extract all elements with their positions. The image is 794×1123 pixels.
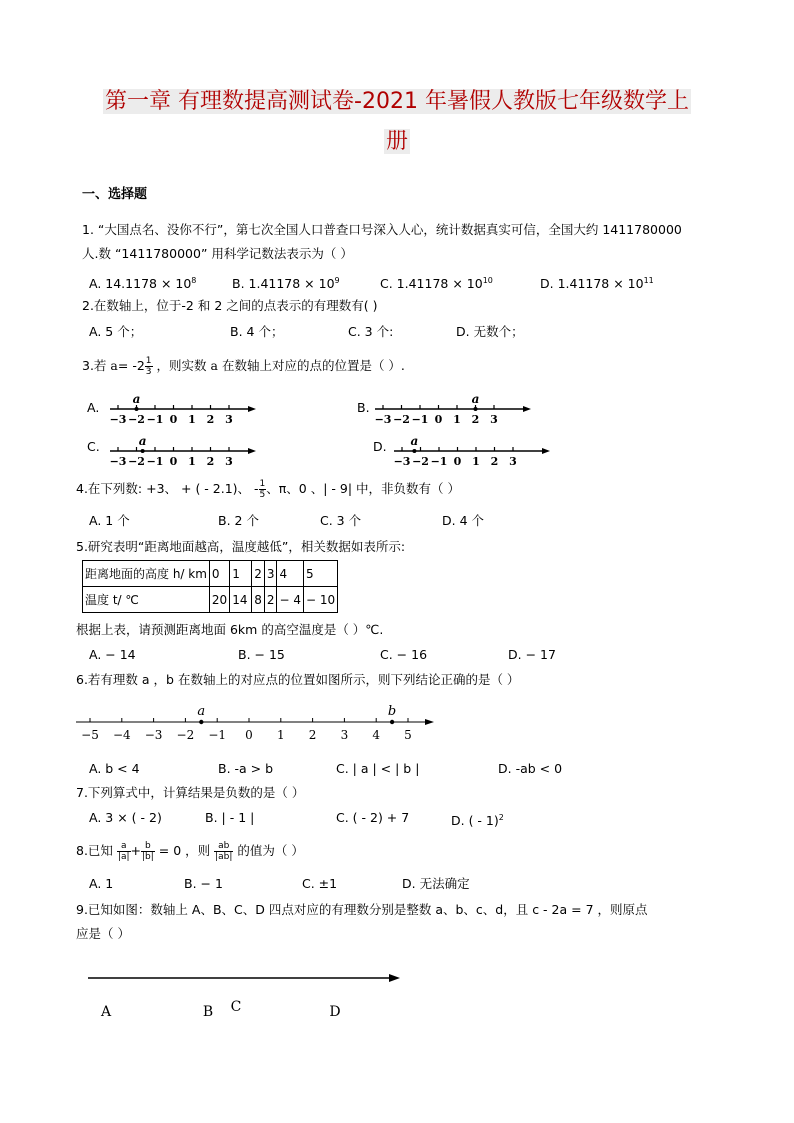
table-cell: 温度 t/ ℃ (83, 587, 210, 613)
point-label: a (471, 392, 480, 406)
table-cell: 5 (304, 561, 338, 587)
q5-question: 根据上表，请预测距离地面 6km 的高空温度是（ ）℃. (76, 622, 384, 637)
arrow-icon (425, 719, 434, 725)
q4-option-c: C. 3 个 (320, 513, 362, 528)
table-cell: 距离地面的高度 h/ km (83, 561, 210, 587)
arrow-icon (248, 406, 256, 412)
section-heading: 一、选择题 (82, 187, 148, 202)
q8-text: 8.已知 $\frac{a}{|a|}$ + $\frac{b}{|b|}$ = 0 ，则 $\frac{ab}{|ab|}$ 的值为（ ） (76, 841, 304, 862)
table-cell: 3 (264, 561, 277, 587)
table-row (83, 561, 338, 587)
q3-option-d-label: D. (373, 439, 387, 454)
page-title-cont: 册 (385, 129, 408, 154)
tick-label: 2 (471, 413, 480, 426)
point-label: A (100, 1004, 112, 1020)
q6-option-b: B. -a > b (218, 761, 274, 776)
point-label: a (138, 434, 147, 448)
q7-option-d: D. ( - 1)$^2$ (451, 813, 504, 829)
q2-option-a: A. 5 个； (89, 324, 143, 339)
q5-option-a: A. − 14 (89, 647, 136, 662)
arrow-icon (248, 448, 256, 454)
tick-label: 0 (245, 728, 253, 742)
table-cell: − 10 (304, 587, 338, 613)
table-cell: 0 (209, 561, 229, 587)
tick-label: 3 (225, 455, 233, 468)
tick-label: −2 (128, 455, 145, 468)
tick-label: −1 (208, 728, 227, 742)
tick-label: −2 (393, 413, 410, 426)
arrow-icon (523, 406, 531, 412)
tick-label: 4 (372, 728, 381, 742)
tick-label: −2 (412, 455, 429, 468)
q8-option-b: B. − 1 (184, 876, 223, 891)
table-row (83, 587, 338, 613)
tick-label: −4 (112, 728, 131, 742)
tick-label: 3 (490, 413, 498, 426)
table-cell: − 4 (277, 587, 304, 613)
q2-option-c: C. 3 个: (348, 324, 394, 339)
point-marker (390, 720, 394, 724)
q3-option-b-numberline (373, 385, 533, 427)
tick-label: −5 (81, 728, 99, 742)
tick-label: 0 (434, 413, 443, 426)
tick-label: 1 (188, 413, 196, 426)
tick-label: −2 (128, 413, 145, 426)
point-marker (199, 720, 203, 724)
table-cell: 14 (230, 587, 252, 613)
q1-text-cont: 人.数 “1411780000” 用科学记数法表示为（ ） (82, 246, 353, 261)
q5-option-d: D. − 17 (508, 647, 556, 662)
tick-label: 0 (169, 455, 178, 468)
tick-label: 3 (340, 728, 349, 742)
tick-label: −1 (146, 413, 164, 426)
q9-text-cont: 应是（ ） (76, 926, 130, 941)
q3-option-c-label: C. (87, 439, 100, 454)
q6-numberline (74, 700, 436, 746)
q5-option-c: C. − 16 (380, 647, 428, 662)
table-cell: 4 (277, 561, 304, 587)
q1-option-c: C. $1.41178 \times 10^{10}$ (380, 276, 493, 292)
q9-text: 9.已知如图：数轴上 A、B、C、D 四点对应的有理数分别是整数 a、b、c、d，且 c - 2a = 7 ，则原点 (76, 902, 648, 917)
q3-option-a-numberline (108, 385, 258, 427)
q3-option-b-label: B. (357, 400, 370, 415)
q3-text: 3.若 a= -2 $\frac{1}{3}$ ，则实数 a 在数轴上对应的点的位置是（ ）. (82, 356, 405, 377)
tick-label: 5 (404, 728, 412, 742)
tick-label: 3 (225, 413, 233, 426)
q1-option-b: B. $1.41178 \times 10^9$ (232, 276, 340, 292)
tick-label: 1 (453, 413, 461, 426)
point-label: b (387, 704, 397, 719)
q6-option-a: A. b < 4 (89, 761, 140, 776)
point-marker (141, 449, 145, 453)
q7-option-a: A. 3 × ( - 2) (89, 810, 162, 825)
table-cell: 2 (264, 587, 277, 613)
tick-label: −3 (109, 413, 127, 426)
point-label: a (132, 392, 141, 406)
tick-label: −1 (430, 455, 448, 468)
tick-label: 2 (206, 413, 215, 426)
tick-label: 0 (453, 455, 462, 468)
tick-label: 1 (188, 455, 196, 468)
q1-text: 1. “大国点名、没你不行”，第七次全国人口普查口号深入人心，统计数据真实可信，全国大约 1411780000 (82, 222, 682, 237)
q1-option-d: D. $1.41178 \times 10^{11}$ (540, 276, 654, 292)
table-cell: 8 (252, 587, 265, 613)
q2-text: 2.在数轴上，位于-2 和 2 之间的点表示的有理数有( ) (82, 298, 378, 313)
point-label: a (197, 704, 206, 719)
q1-option-a: A. $14.1178 \times 10^8$ (89, 276, 197, 292)
table-cell: 2 (252, 561, 265, 587)
q3-option-d-numberline (392, 427, 552, 469)
tick-label: 1 (276, 728, 285, 742)
q4-text: 4.在下列数: +3、 + ( - 2.1)、 - $\frac{1}{5}$ 、π、0 、| - 9| 中，非负数有（ ） (76, 479, 461, 500)
q7-option-c: C. ( - 2) + 7 (336, 810, 410, 825)
q6-text: 6.若有理数 a ，b 在数轴上的对应点的位置如图所示，则下列结论正确的是（ ） (76, 672, 520, 687)
point-marker (412, 449, 416, 453)
tick-label: −1 (411, 413, 429, 426)
tick-label: −3 (109, 455, 127, 468)
q4-option-a: A. 1 个 (89, 513, 130, 528)
q8-option-d: D. 无法确定 (402, 876, 470, 891)
q5-text: 5.研究表明“距离地面越高，温度越低”，相关数据如表所示: (76, 539, 406, 554)
table-cell: 20 (209, 587, 229, 613)
table-cell: 1 (230, 561, 252, 587)
page-title: 第一章 有理数提高测试卷-2021 年暑假人教版七年级数学上 (105, 89, 689, 114)
point-label: B (202, 1004, 214, 1020)
tick-label: −3 (374, 413, 392, 426)
tick-label: −1 (146, 455, 164, 468)
tick-label: −2 (176, 728, 195, 742)
tick-label: −3 (144, 728, 163, 742)
q7-text: 7.下列算式中，计算结果是负数的是（ ） (76, 785, 305, 800)
arrow-icon (389, 974, 400, 982)
q2-option-b: B. 4 个； (230, 324, 284, 339)
arrow-icon (542, 448, 550, 454)
q8-option-c: C. ±1 (302, 876, 338, 891)
q3-option-a-label: A. (87, 400, 100, 415)
q6-option-c: C. | a | < | b | (336, 761, 420, 776)
tick-label: 0 (169, 413, 178, 426)
q7-option-b: B. | - 1 | (205, 810, 255, 825)
point-label: D (329, 1004, 341, 1020)
tick-label: 2 (206, 455, 215, 468)
q5-table (82, 560, 338, 613)
tick-label: −3 (393, 455, 411, 468)
q2-option-d: D. 无数个； (456, 324, 524, 339)
tick-label: 2 (490, 455, 499, 468)
point-label: C (230, 999, 242, 1015)
q3-option-c-numberline (108, 427, 258, 469)
point-marker (474, 407, 478, 411)
point-marker (135, 407, 139, 411)
tick-label: 3 (509, 455, 517, 468)
tick-label: 1 (472, 455, 480, 468)
q5-option-b: B. − 15 (238, 647, 285, 662)
q6-option-d: D. -ab < 0 (498, 761, 563, 776)
q9-numberline (86, 970, 402, 1020)
q8-option-a: A. 1 (89, 876, 114, 891)
point-label: a (410, 434, 419, 448)
q4-option-d: D. 4 个 (442, 513, 484, 528)
tick-label: 2 (308, 728, 317, 742)
q4-option-b: B. 2 个 (218, 513, 259, 528)
